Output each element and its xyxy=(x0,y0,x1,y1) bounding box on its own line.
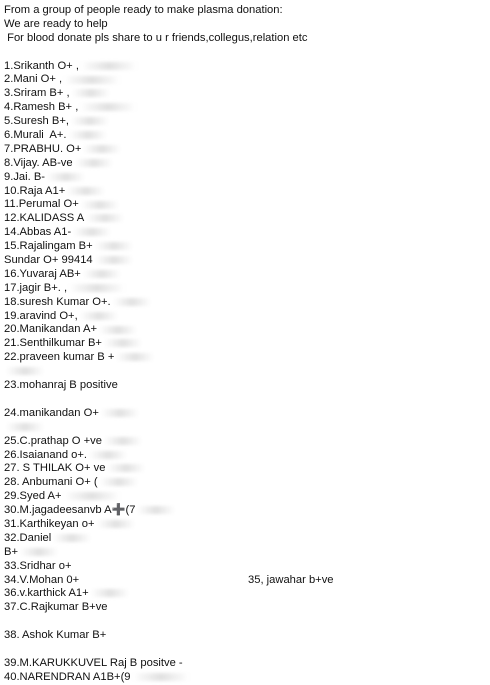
donor-entry-blank xyxy=(4,421,486,435)
donor-entry: 10.Raja A1+ xyxy=(4,185,486,199)
donor-entry: 29.Syed A+ xyxy=(4,490,486,504)
donor-entry: 19.aravind O+, xyxy=(4,310,486,324)
donor-entry: B+ xyxy=(4,546,486,560)
donor-entry: 21.Senthilkumar B+ xyxy=(4,337,486,351)
donor-entry: 38. Ashok Kumar B+ xyxy=(4,629,107,642)
donor-entry: 20.Manikandan A+ xyxy=(4,323,486,337)
donor-entry: 23.mohanraj B positive xyxy=(4,379,118,392)
donor-entry-blank xyxy=(4,365,486,379)
donor-entry: 8.Vijay. AB-ve xyxy=(4,157,486,171)
donor-entry: 15.Rajalingam B+ xyxy=(4,240,486,254)
donor-entry: 22.praveen kumar B + xyxy=(4,351,486,365)
donor-entry: 37.C.Rajkumar B+ve xyxy=(4,601,108,614)
header-line-3: For blood donate pls share to u r friends,collegus,relation etc xyxy=(4,31,308,44)
donor-entry-blank xyxy=(4,643,486,657)
donor-entry: 6.Murali A+. xyxy=(4,129,486,143)
donor-entry: 1.Srikanth O+ , xyxy=(4,60,486,74)
donor-entry: 18.suresh Kumar O+. xyxy=(4,296,486,310)
donor-entry: 7.PRABHU. O+ xyxy=(4,143,486,157)
donor-entry: 5.Suresh B+, xyxy=(4,115,486,129)
donor-entry: 4.Ramesh B+ , xyxy=(4,101,486,115)
header-line-2: We are ready to help xyxy=(4,17,108,30)
donor-entry: 25.C.prathap O +ve xyxy=(4,435,486,449)
donor-entry: 11.Perumal O+ xyxy=(4,198,486,212)
donor-entry: 32.Daniel xyxy=(4,532,486,546)
donor-entry: 17.jagir B+. , xyxy=(4,282,486,296)
donor-entry: 16.Yuvaraj AB+ xyxy=(4,268,486,282)
donor-entry: 3.Sriram B+ , xyxy=(4,87,486,101)
side-donor-entry: 35, jawahar b+ve xyxy=(248,573,334,586)
donor-entry: 30.M.jagadeesanvb A➕(7 xyxy=(4,504,486,518)
donor-entry: Sundar O+ 99414 xyxy=(4,254,486,268)
donor-entry: 27. S THILAK O+ ve xyxy=(4,462,486,476)
message-document xyxy=(4,4,486,685)
donor-entry: 26.Isaianand o+. xyxy=(4,449,486,463)
donor-entry: 24.manikandan O+ xyxy=(4,407,486,421)
donor-entry: 40.NARENDRAN A1B+(9 xyxy=(4,671,486,685)
donor-entry-blank xyxy=(4,615,486,629)
donor-entry: 28. Anbumani O+ ( xyxy=(4,476,486,490)
header-line-1: From a group of people ready to make plasma donation: xyxy=(4,4,283,16)
donor-entry: 31.Karthikeyan o+ xyxy=(4,518,486,532)
donor-entry: 2.Mani O+ , xyxy=(4,73,486,87)
donor-entry: 33.Sridhar o+ xyxy=(4,559,72,572)
donor-entry: 14.Abbas A1- xyxy=(4,226,486,240)
donor-list xyxy=(4,60,486,685)
donor-entry: 12.KALIDASS A xyxy=(4,212,486,226)
donor-entry: 36.v.karthick A1+ xyxy=(4,587,486,601)
donor-entry-blank xyxy=(4,393,486,407)
donor-entry: 39.M.KARUKKUVEL Raj B positve - xyxy=(4,656,183,669)
donor-entry: 34.V.Mohan 0+ 35, jawahar b+ve xyxy=(4,573,334,586)
donor-entry: 9.Jai. B- xyxy=(4,171,486,185)
